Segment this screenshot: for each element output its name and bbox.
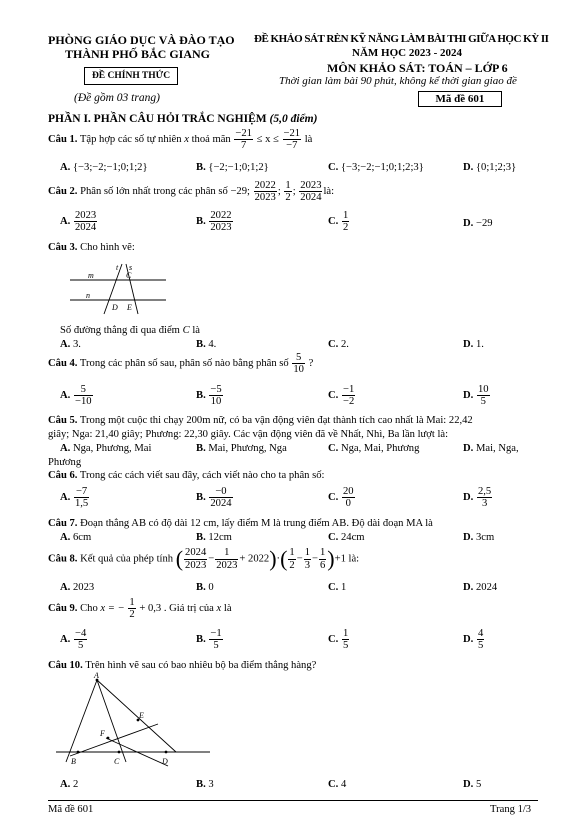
label-b: B xyxy=(71,757,76,766)
org-line1: PHÒNG GIÁO DỤC VÀ ĐÀO TẠO xyxy=(48,33,235,47)
q5-option-a[interactable]: A. Nga, Phương, Mai xyxy=(60,443,152,454)
q9-option-a[interactable]: A. $\frac{-4}{5}$ xyxy=(60,628,87,652)
q8-option-b[interactable]: B. 0 xyxy=(196,582,214,593)
label-e: E xyxy=(127,303,132,312)
q4-option-b[interactable]: B. $\frac{-5}{10}$ xyxy=(196,384,222,408)
q3-option-c[interactable]: C. 2. xyxy=(328,339,349,350)
q10-option-a[interactable]: A. 2 xyxy=(60,779,79,790)
q4-option-c[interactable]: C. $\frac{-1}{-2}$ xyxy=(328,384,355,408)
q6-option-c[interactable]: C. $\frac{20}{0}$ xyxy=(328,486,354,510)
q4-option-a[interactable]: A. $\frac{5}{-10}$ xyxy=(60,384,92,408)
label-n: n xyxy=(86,291,90,300)
q3-option-d[interactable]: D. 1. xyxy=(463,339,484,350)
q5-option-d[interactable]: D. Mai, Nga, xyxy=(463,443,519,454)
seg-ab xyxy=(66,680,97,762)
question-3: Câu 3. Cho hình vẽ: xyxy=(48,242,135,253)
question-6: Câu 6. Trong các cách viết sau đây, cách viết nào cho ta phân số: xyxy=(48,470,325,481)
q9-option-c[interactable]: C. $\frac{1}{5}$ xyxy=(328,628,349,652)
q6-option-a[interactable]: A. $\frac{-7}{1,5}$ xyxy=(60,486,89,510)
q1-option-a[interactable]: A. {−3;−2;−1;0;1;2} xyxy=(60,162,148,173)
q7-option-a[interactable]: A. 6cm xyxy=(60,532,92,543)
footer-left: Mã đề 601 xyxy=(48,804,94,815)
section-title: PHẦN I. PHẦN CÂU HỎI TRẮC NGHIỆM (5,0 điểm) xyxy=(48,113,318,125)
label-s: s xyxy=(129,263,133,272)
time-note: Thời gian làm bài 90 phút, không kể thời gian giao đề xyxy=(279,75,517,87)
q6-option-b[interactable]: B. $\frac{-0}{2024}$ xyxy=(196,486,232,510)
question-7: Câu 7. Đoạn thẳng AB có độ dài 12 cm, lấy điểm M là trung điểm AB. Độ dài đoạn MA là xyxy=(48,518,433,529)
label-f: F xyxy=(100,729,105,738)
q2-option-b[interactable]: B. $\frac{2022}{2023}$ xyxy=(196,210,232,234)
pages-note: (Đề gồm 03 trang) xyxy=(74,92,160,104)
label-d: D xyxy=(112,303,118,312)
point-b xyxy=(77,751,80,754)
q1-option-c[interactable]: C. {−3;−2;−1;0;1;2;3} xyxy=(328,162,424,173)
q1-option-b[interactable]: B. {−2;−1;0;1;2} xyxy=(196,162,269,173)
q6-option-d[interactable]: D. $\frac{2,5}{3}$ xyxy=(463,486,492,510)
label-a: A xyxy=(94,672,99,680)
subject: MÔN KHẢO SÁT: TOÁN – LỚP 6 xyxy=(327,61,508,75)
question-4: Câu 4. Trong các phân số sau, phân số nào bằng phân số $\frac{5}{10}$ ? xyxy=(48,352,314,376)
label-t: t xyxy=(116,263,119,272)
q10-option-d[interactable]: D. 5 xyxy=(463,779,482,790)
q3-option-b[interactable]: B. 4. xyxy=(196,339,217,350)
q3-subtext: Số đường thẳng đi qua điểm C là xyxy=(60,325,200,336)
q3-option-a[interactable]: A. 3. xyxy=(60,339,81,350)
q5-option-c[interactable]: C. Nga, Mai, Phương xyxy=(328,443,420,454)
question-1: Câu 1. Tập hợp các số tự nhiên x thoả mãn $\frac{-21}{7}$ ≤ x ≤ $\frac{-21}{-7}$ là xyxy=(48,128,313,152)
q8-option-c[interactable]: C. 1 xyxy=(328,582,347,593)
q1-option-d[interactable]: D. {0;1;2;3} xyxy=(463,162,517,173)
question-2: Câu 2. Phân số lớn nhất trong các phân số −29; $\frac{2022}{2023}$ ; $\frac{1}{2}$ ; $\frac{2023}{2024}$ là: xyxy=(48,180,335,204)
point-c xyxy=(118,751,121,754)
q10-option-c[interactable]: C. 4 xyxy=(328,779,347,790)
q8-option-d[interactable]: D. 2024 xyxy=(463,582,498,593)
q4-option-d[interactable]: D. $\frac{10}{5}$ xyxy=(463,384,489,408)
label-m: m xyxy=(88,271,94,280)
q7-option-c[interactable]: C. 24cm xyxy=(328,532,365,543)
exam-code: Mã đề 601 xyxy=(435,93,485,105)
school-year: NĂM HỌC 2023 - 2024 xyxy=(352,47,462,59)
q2-option-c[interactable]: C. $\frac{1}{2}$ xyxy=(328,210,349,234)
official-badge: ĐỀ CHÍNH THỨC xyxy=(91,71,171,81)
label-e: E xyxy=(139,711,144,720)
exam-code-box xyxy=(418,91,502,107)
question-10: Câu 10. Trên hình vẽ sau có bao nhiêu bộ ba điểm thẳng hàng? xyxy=(48,660,317,671)
q5-option-b[interactable]: B. Mai, Phương, Nga xyxy=(196,443,287,454)
footer-right: Trang 1/3 xyxy=(490,804,532,815)
q7-option-d[interactable]: D. 3cm xyxy=(463,532,495,543)
question-8: Câu 8. Kết quả của phép tính ( $\frac{2024}{2023}$ − $\frac{1}{2023}$ + 2022)·( $\frac{1}{2}$ − $\frac{1}{3}$ − $\frac{1}{6}$ )+1 là: xyxy=(48,546,360,571)
q2-option-d[interactable]: D. −29 xyxy=(463,218,493,229)
org-line2: THÀNH PHỐ BẮC GIANG xyxy=(65,47,211,61)
q9-option-b[interactable]: B. $\frac{-1}{5}$ xyxy=(196,628,222,652)
q8-option-a[interactable]: A. 2023 xyxy=(60,582,95,593)
point-f xyxy=(107,737,110,740)
footer-rule xyxy=(48,800,538,801)
seg-ac xyxy=(97,680,126,762)
q7-option-b[interactable]: B. 12cm xyxy=(196,532,232,543)
label-d: D xyxy=(162,757,168,766)
label-c: C xyxy=(114,757,120,766)
official-badge-box xyxy=(84,67,178,85)
q3-figure xyxy=(60,258,170,318)
question-5-line2: giây; Nga: 21,40 giây; Phương: 22,30 giây. Các vận động viên đã về Nhất, Nhì, Ba lần lượt là: xyxy=(48,429,449,440)
q5-option-d-cont: Phương xyxy=(48,457,82,468)
q9-option-d[interactable]: D. $\frac{4}{5}$ xyxy=(463,628,484,652)
seg-ad xyxy=(97,680,176,752)
q2-option-a[interactable]: A. $\frac{2023}{2024}$ xyxy=(60,210,97,234)
q10-figure xyxy=(48,672,218,774)
q10-option-b[interactable]: B. 3 xyxy=(196,779,214,790)
question-9: Câu 9. Cho x = − $\frac{1}{2}$ + 0,3 . Giá trị của x là xyxy=(48,597,232,621)
question-5: Câu 5. Trong một cuộc thi chạy 200m nữ, có ba vận động viên đạt thành tích cao nhất là Mai: 22,42 xyxy=(48,415,473,426)
point-d xyxy=(165,751,168,754)
exam-title: ĐỀ KHẢO SÁT RÈN KỸ NĂNG LÀM BÀI THI GIỮA HỌC KỲ II xyxy=(254,33,549,45)
label-c: C xyxy=(126,271,132,280)
